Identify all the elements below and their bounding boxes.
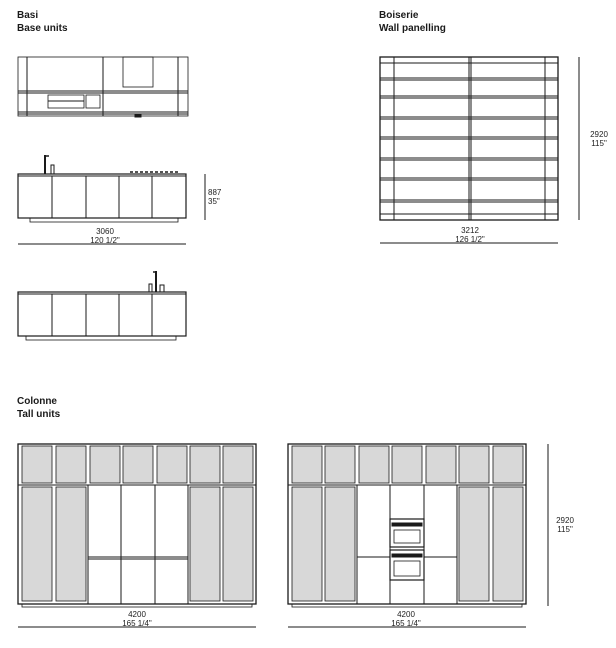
- title-en: Tall units: [17, 409, 61, 420]
- wall-panelling-elevation: [380, 57, 579, 243]
- title-it: Basi: [17, 10, 39, 21]
- dim-mm: 3060: [96, 227, 114, 236]
- dim-in: 35": [208, 197, 220, 206]
- dim-in: 115": [557, 525, 573, 534]
- title-it: Boiserie: [379, 10, 419, 21]
- dim-in: 126 1/2": [455, 235, 485, 244]
- base-rear-elevation: [18, 271, 186, 340]
- dim-in: 165 1/4": [122, 619, 152, 628]
- dim-mm: 887: [208, 188, 222, 197]
- dim-in: 120 1/2": [90, 236, 120, 245]
- title-en: Base units: [17, 23, 68, 34]
- dim-mm: 3212: [461, 226, 479, 235]
- dim-mm: 4200: [128, 610, 146, 619]
- title-it: Colonne: [17, 396, 57, 407]
- tall-units-right-elevation: [288, 444, 548, 627]
- dim-mm: 4200: [397, 610, 415, 619]
- dim-in: 165 1/4": [391, 619, 421, 628]
- dim-mm: 2920: [590, 130, 608, 139]
- title-en: Wall panelling: [379, 23, 446, 34]
- tall-units-left-elevation: [18, 444, 256, 627]
- base-front-elevation: [18, 155, 205, 244]
- base-plan-view: [18, 57, 188, 117]
- dim-in: 115": [591, 139, 607, 148]
- dim-mm: 2920: [556, 516, 574, 525]
